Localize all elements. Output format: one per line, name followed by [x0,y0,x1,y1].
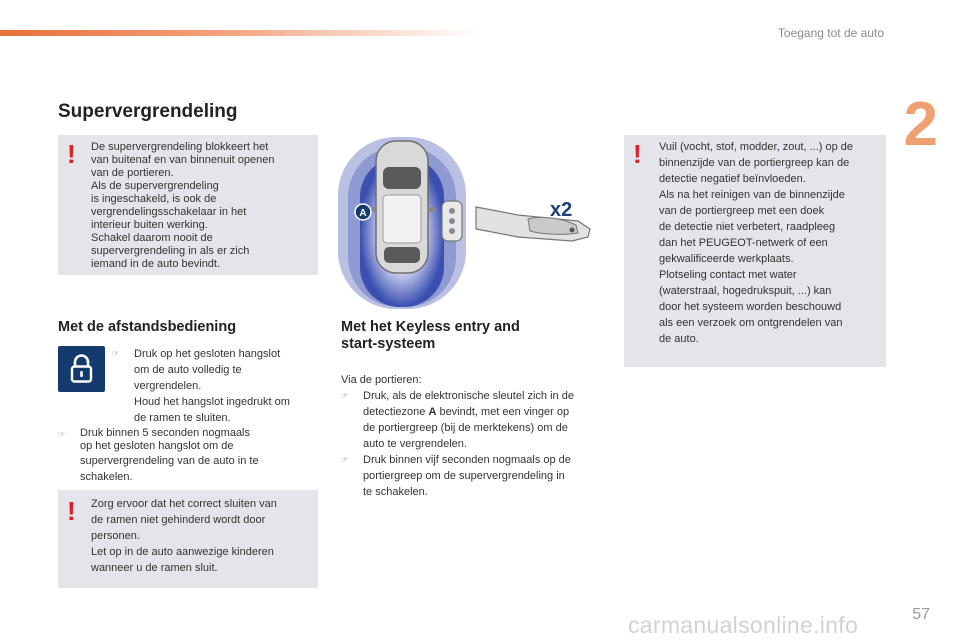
keyless-step1-line: de portiergreep (bij de merktekens) om de [363,422,568,434]
warning-top-line: van buitenaf en van binnenuit openen [91,154,275,166]
remote-step1-line: om de auto volledig te [134,364,242,376]
chapter-number: 2 [903,90,938,159]
keyless-step2-line: te schakelen. [363,486,428,498]
keyless-step2-line: Druk binnen vijf seconden nogmaals op de [363,454,571,466]
remote-heading: Met de afstandsbediening [58,319,237,335]
remote-step1-line: de ramen te sluiten. [134,412,231,424]
keyless-step1-line: Druk, als de elektronische sleutel zich in de [363,390,574,402]
warning-right-line: van de portiergreep met een doek [659,205,825,217]
watermark: carmanualsonline.info [628,612,859,638]
remote-step1-line: Houd het hangslot ingedrukt om [134,396,290,408]
remote-step1 [112,346,322,426]
pointing-finger-icon: ☞ [341,391,349,400]
warning-right-text [659,139,883,347]
warning-right-line: (waterstraal, hogedrukspuit, ...) kan [659,285,832,297]
warning-top-line: van de portieren. [91,167,174,179]
warning-top-line: De supervergrendeling blokkeert het [91,141,269,153]
warning-right-line: de auto. [659,333,699,345]
keyless-intro: Via de portieren: [341,374,422,386]
warning-right-line: detectie negatief beïnvloeden. [659,173,806,185]
warning-top-text [91,141,313,271]
remote-step1-line: Druk op het gesloten hangslot [134,348,281,360]
warning-bottom-text [91,496,313,576]
electronic-key-icon [442,201,462,241]
warning-right-line: als een verzoek om ontgrendelen van [659,317,843,329]
warning-top-line: is ingeschakeld, is ook de [91,193,217,205]
warning-right-line: Vuil (vocht, stof, modder, zout, ...) op de [659,141,854,153]
warning-bottom-line: wanneer u de ramen sluit. [91,562,218,574]
keyless-heading-line2: start-systeem [341,336,436,352]
header-accent-bar [0,30,480,36]
exclamation-icon: ! [67,139,76,169]
section-title: Supervergrendeling [58,101,238,122]
warning-bottom-line: Zorg ervoor dat het correct sluiten van [91,498,277,510]
remote-step2-line: op het gesloten hangslot om de [80,440,234,452]
warning-right-line: Als na het reinigen van de binnenzijde [659,189,845,201]
warning-top-line: vergrendelingsschakelaar in het [91,206,247,218]
warning-bottom-line: personen. [91,530,140,542]
keyless-step1-line [363,404,616,420]
keyless-step1-bold: A [428,406,437,418]
padlock-icon [58,346,105,392]
keyless-step1-post: bevindt, met een vinger op [436,406,570,418]
remote-step2-line: schakelen. [80,471,133,483]
remote-step2-line: supervergrendeling van de auto in te [80,455,259,467]
warning-top-line: interieur buiten werking. [91,219,208,231]
keyless-heading [341,319,520,353]
warning-right-line: gekwalificeerde werkplaats. [659,253,794,265]
keyless-detection-illustration [338,137,608,309]
keyless-heading-line1: Met het Keyless entry and [341,319,520,335]
keyless-step2-line: portiergreep om de supervergrendeling in [363,470,565,482]
warning-top-line: Als de supervergrendeling [91,180,219,192]
page-number: 57 [912,606,930,623]
warning-right-line: binnenzijde van de portiergreep kan de [659,157,850,169]
remote-step1-line: vergrendelen. [134,380,202,392]
zone-label-a-badge [355,204,371,220]
keyless-step1-pre: detectiezone [363,406,429,418]
keyless-body [341,372,616,500]
warning-right-line: Plotseling contact met water [659,269,797,281]
keyless-step1-line: auto te vergrendelen. [363,438,467,450]
exclamation-icon: ! [67,496,76,526]
pointing-finger-icon: ☞ [341,455,349,464]
exclamation-icon: ! [633,139,642,169]
warning-right-line: door het systeem worden beschouwd [659,301,842,313]
pointing-finger-icon: ☞ [58,430,66,439]
press-count-label: x2 [550,199,573,221]
warning-top-line: supervergrendeling in als er zich [91,245,250,257]
door-handle-hand-icon [476,207,590,241]
warning-top-line: Schakel daarom nooit de [91,232,213,244]
header-title: Toegang tot de auto [777,26,884,40]
warning-bottom-line: de ramen niet gehinderd wordt door [91,514,266,526]
warning-right-line: de detectie niet verbetert, raadpleeg [659,221,836,233]
remote-step2-line: Druk binnen 5 seconden nogmaals [80,427,251,439]
warning-top-line: iemand in de auto bevindt. [91,258,221,270]
remote-step2 [58,427,320,485]
zone-label-a: A [359,208,367,219]
car-top-view [368,141,436,273]
warning-right-line: dan het PEUGEOT-netwerk of een [659,237,828,249]
warning-bottom-line: Let op in de auto aanwezige kinderen [91,546,274,558]
pointing-finger-icon: ☞ [112,349,120,358]
